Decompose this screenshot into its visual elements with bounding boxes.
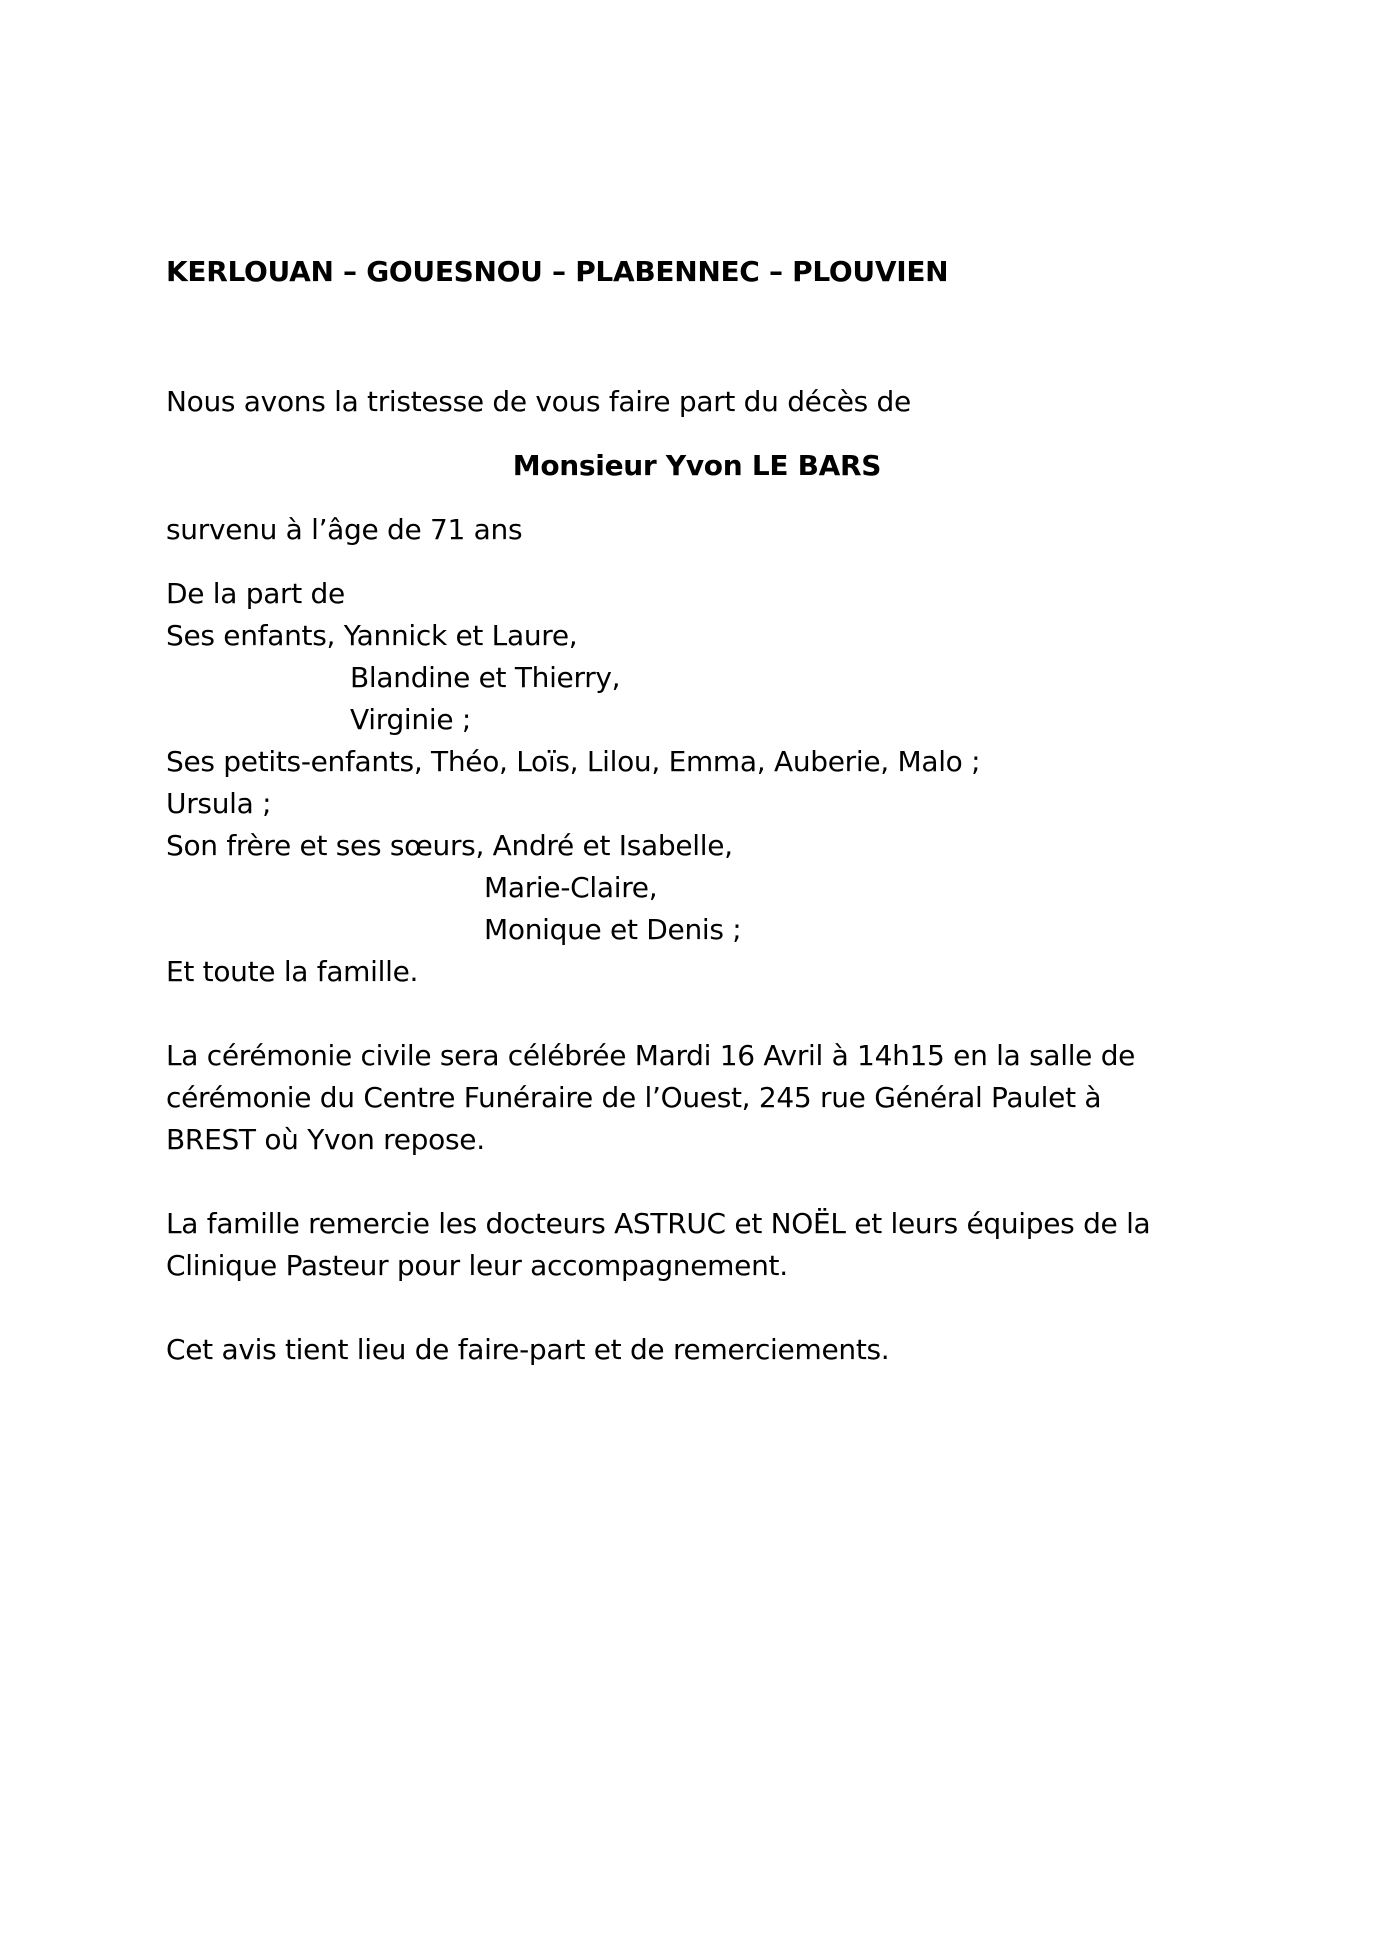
intro-text: Nous avons la tristesse de vous faire part du décès de <box>166 385 911 418</box>
grandchildren-line: Ses petits-enfants, Théo, Loïs, Lilou, Emma, Auberie, Malo ; <box>166 745 981 778</box>
deceased-name: Monsieur Yvon LE BARS <box>512 449 882 482</box>
whole-family-line: Et toute la famille. <box>166 955 419 988</box>
ursula-line: Ursula ; <box>166 787 272 820</box>
children-line-3: Virginie ; <box>350 703 471 736</box>
children-line-1: Ses enfants, Yannick et Laure, <box>166 619 578 652</box>
from-label: De la part de <box>166 577 345 610</box>
localities-header: KERLOUAN – GOUESNOU – PLABENNEC – PLOUVIEN <box>166 255 949 288</box>
age-text: survenu à l’âge de 71 ans <box>166 513 523 546</box>
thanks-line-2: Clinique Pasteur pour leur accompagnement. <box>166 1249 788 1282</box>
ceremony-line-2: cérémonie du Centre Funéraire de l’Ouest, 245 rue Général Paulet à <box>166 1081 1102 1114</box>
siblings-line-1: Son frère et ses sœurs, André et Isabelle, <box>166 829 733 862</box>
siblings-line-2: Marie-Claire, <box>484 871 658 904</box>
ceremony-line-3: BREST où Yvon repose. <box>166 1123 485 1156</box>
children-line-2: Blandine et Thierry, <box>350 661 621 694</box>
thanks-line-1: La famille remercie les docteurs ASTRUC et NOËL et leurs équipes de la <box>166 1207 1151 1240</box>
siblings-line-3: Monique et Denis ; <box>484 913 742 946</box>
ceremony-line-1: La cérémonie civile sera célébrée Mardi 16 Avril à 14h15 en la salle de <box>166 1039 1136 1072</box>
closing-line: Cet avis tient lieu de faire-part et de remerciements. <box>166 1333 890 1366</box>
